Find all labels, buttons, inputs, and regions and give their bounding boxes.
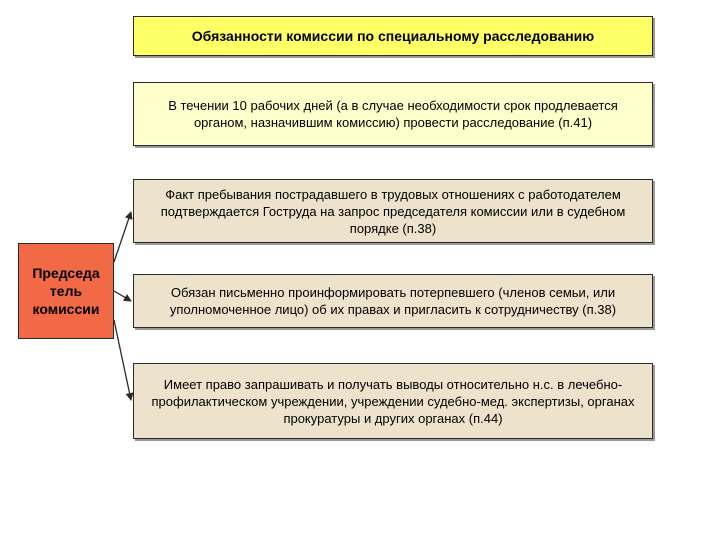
- commission-chair-label: Председа тель комиссии: [32, 265, 100, 317]
- duty-box-request-conclusions: [133, 363, 653, 439]
- commission-chair-box: [18, 243, 114, 339]
- arrow-to-item-1: [114, 212, 131, 262]
- duty-text: Обязан письменно проинформировать потерпевшего (членов семьи, или уполномоченное лицо) об их правах и пригласить к сотрудничеству (п.38): [169, 285, 617, 317]
- duty-text: Факт пребывания пострадавшего в трудовых отношениях с работодателем подтверждается Гострудa на запрос председателя комиссии или в судебном порядке (п.38): [160, 186, 626, 236]
- arrow-to-item-2: [114, 291, 131, 301]
- deadline-text: В течении 10 рабочих дней (а в случае необходимости срок продлевается органом, назначившим комиссию) провести расследование (п.41): [168, 98, 618, 130]
- duty-box-employment-fact: [133, 179, 653, 243]
- duty-text: Имеет право запрашивать и получать выводы относительно н.с. в лечебно-профилактическом учреждении, учреждении судебно-мед. экспертизы, органах прокуратуры и других органах (п.44): [151, 376, 635, 426]
- diagram-title: Обязанности комиссии по специальному расследованию: [191, 28, 595, 44]
- arrow-to-item-3: [114, 320, 131, 400]
- duty-box-inform-victim: [133, 274, 653, 328]
